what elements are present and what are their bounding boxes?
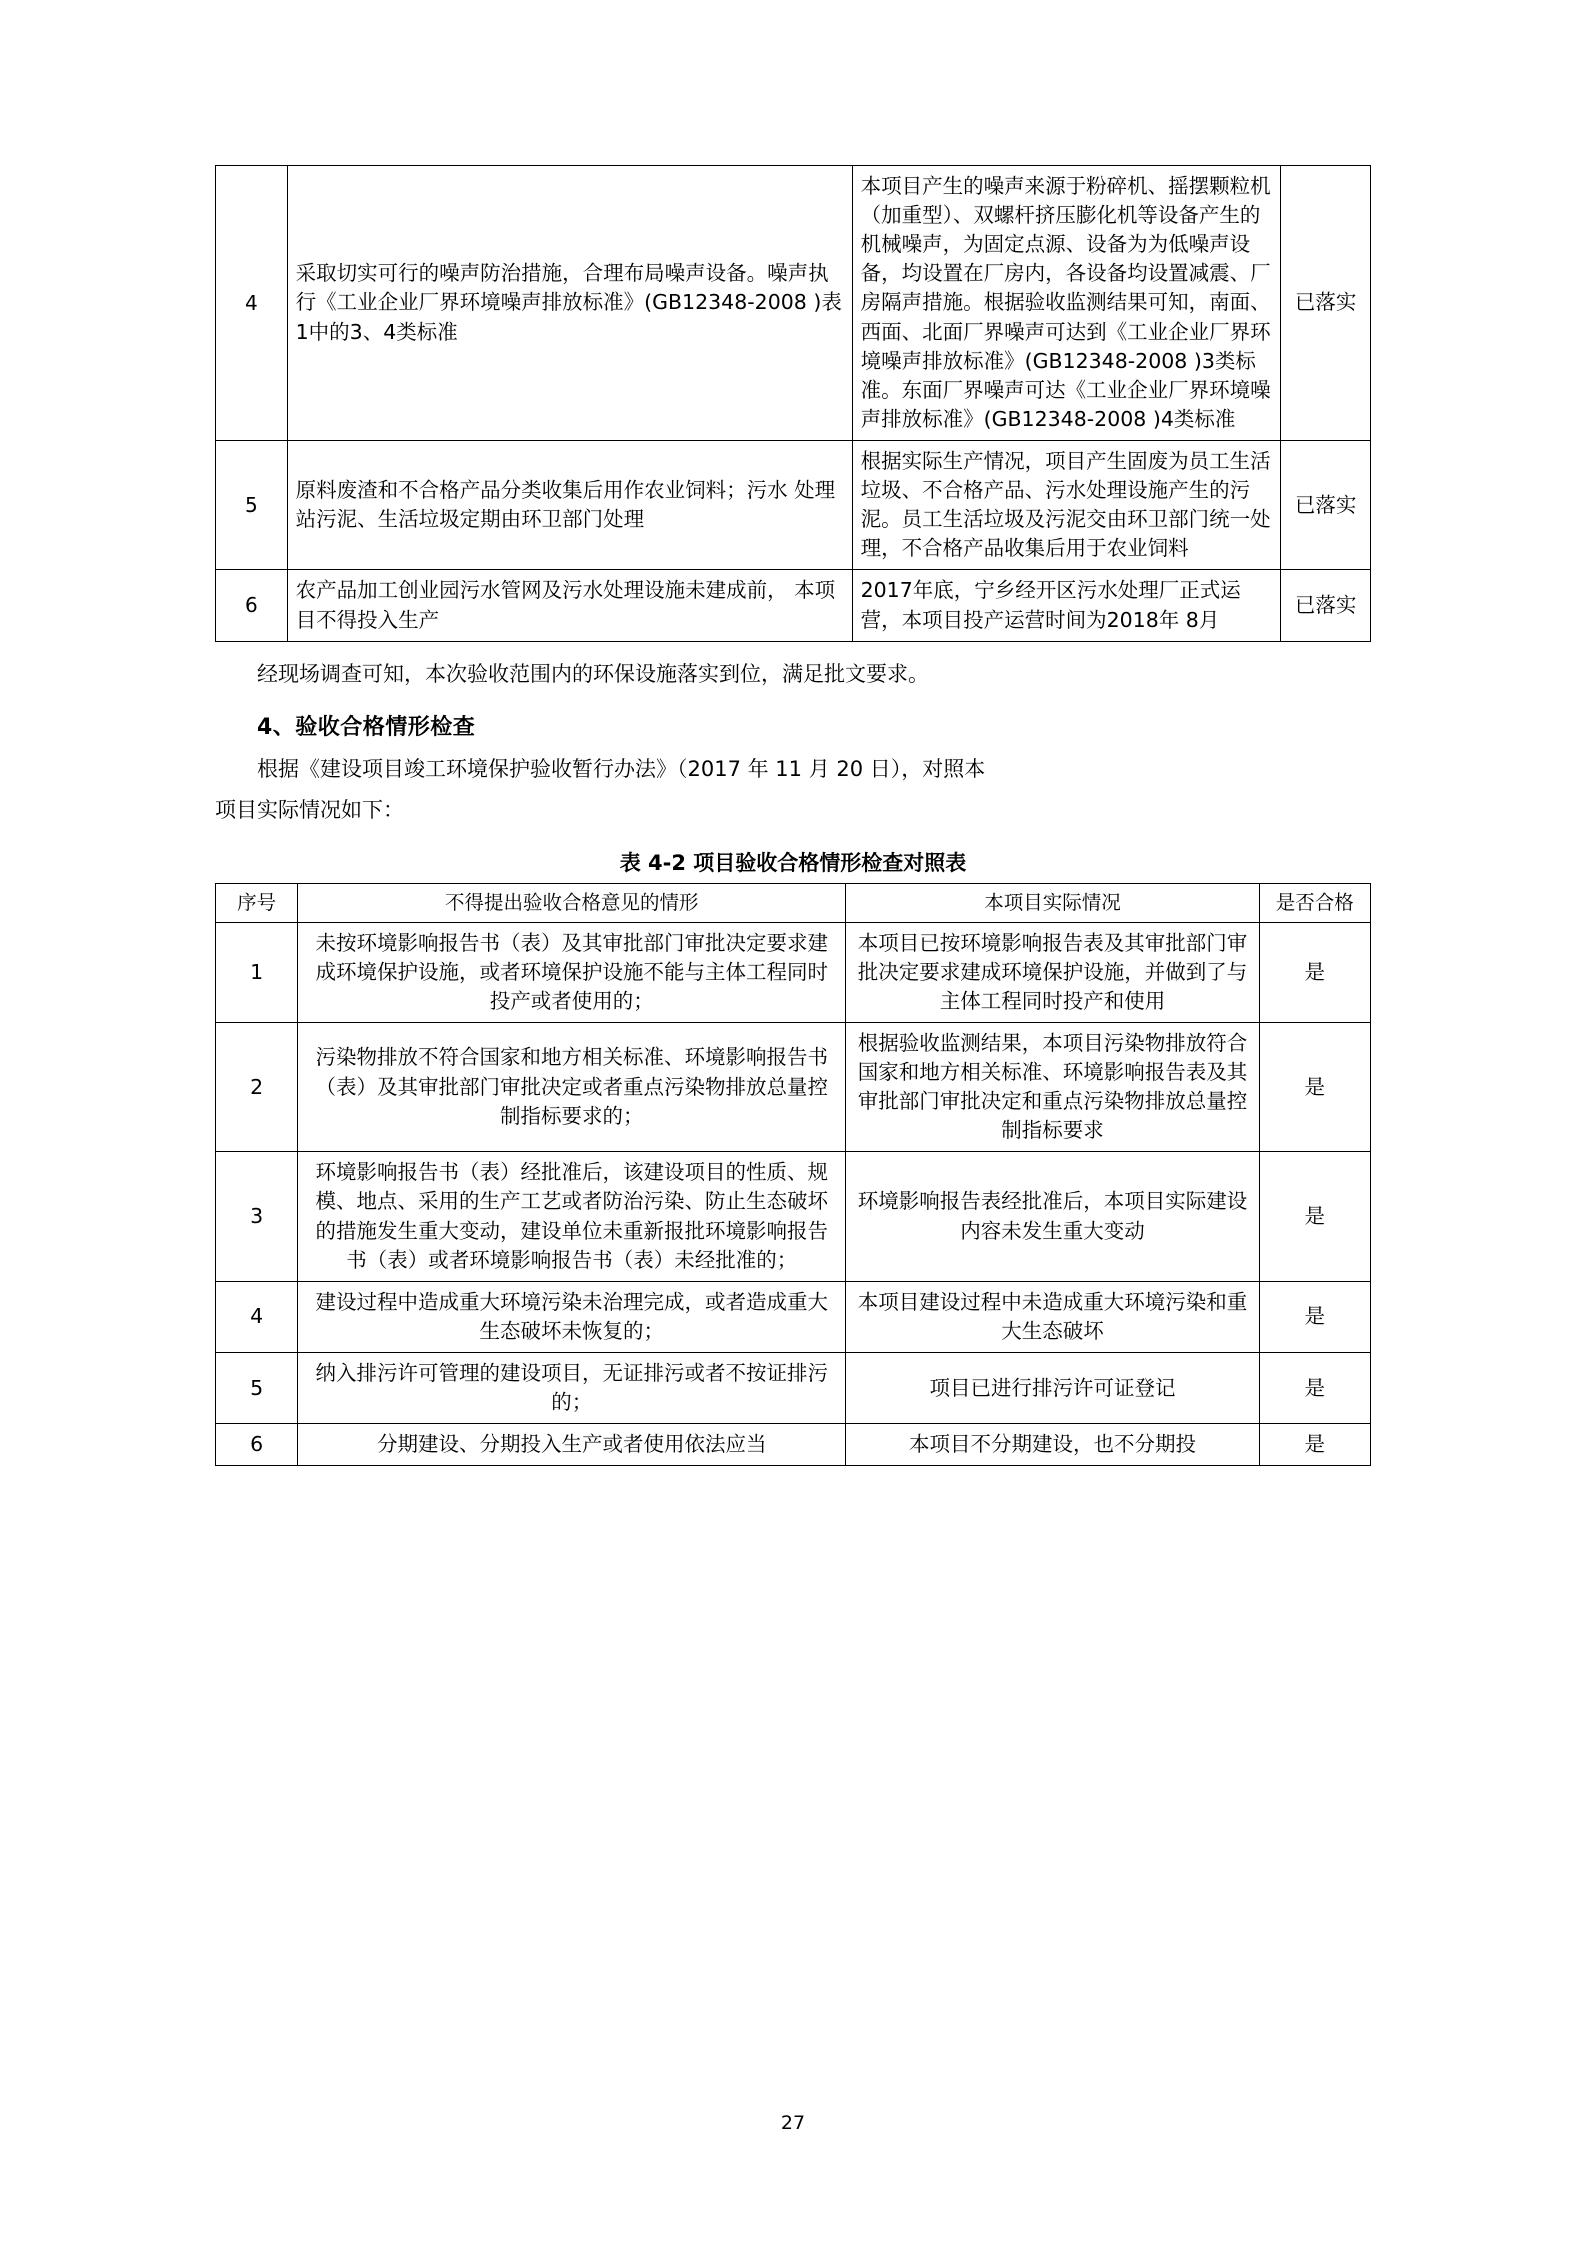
table-row: [216, 1353, 1371, 1424]
case-cell: 分期建设、分期投入生产或者使用依法应当: [298, 1424, 846, 1466]
actual-cell: 本项目建设过程中未造成重大环境污染和重大生态破坏: [846, 1281, 1259, 1352]
paragraph-conclusion: 经现场调查可知，本次验收范围内的环保设施落实到位，满足批文要求。: [257, 661, 929, 686]
page-number: 27: [780, 2112, 806, 2134]
qualified-cell: 是: [1259, 1152, 1370, 1281]
header-qualified: 是否合格: [1259, 884, 1370, 922]
requirement-cell: 原料废渣和不合格产品分类收集后用作农业饲料；污水 处理站污泥、生活垃圾定期由环卫部门处理: [287, 440, 852, 569]
status-cell: 已落实: [1281, 440, 1371, 569]
case-cell: 建设过程中造成重大环境污染未治理完成，或者造成重大生态破坏未恢复的；: [298, 1281, 846, 1352]
qualified-cell: 是: [1259, 1353, 1370, 1424]
table-row: [216, 1281, 1371, 1352]
table-acceptance-check: [215, 883, 1371, 1466]
row-number: 6: [216, 1424, 298, 1466]
qualified-cell: 是: [1259, 922, 1370, 1022]
row-number: 6: [216, 570, 288, 641]
requirement-cell: 采取切实可行的噪声防治措施，合理布局噪声设备。噪声执行《工业企业厂界环境噪声排放标准》(GB12348-2008 )表1中的3、4类标准: [287, 166, 852, 441]
table-42-caption: 表 4-2 项目验收合格情形检查对照表: [619, 851, 967, 876]
header-actual: 本项目实际情况: [846, 884, 1259, 922]
row-number: 5: [216, 440, 288, 569]
table-row: [216, 166, 1371, 441]
qualified-cell: 是: [1259, 1424, 1370, 1466]
table-environmental-measures-continued: [215, 165, 1371, 642]
section-heading-4: 4、验收合格情形检查: [257, 715, 476, 741]
actual-cell: 2017年底，宁乡经开区污水处理厂正式运营，本项目投产运营时间为2018年 8月: [852, 570, 1281, 641]
actual-cell: 根据验收监测结果，本项目污染物排放符合国家和地方相关标准、环境影响报告表及其审批部门审批决定和重点污染物排放总量控制指标要求: [846, 1022, 1259, 1151]
actual-cell: 项目已进行排污许可证登记: [846, 1353, 1259, 1424]
section-4-text-line2: 项目实际情况如下：: [215, 798, 404, 823]
case-cell: 环境影响报告书（表）经批准后，该建设项目的性质、规模、地点、采用的生产工艺或者防治污染、防止生态破坏的措施发生重大变动，建设单位未重新报批环境影响报告书（表）或者环境影响报告书（表）未经批准的；: [298, 1152, 846, 1281]
table-header-row: [216, 884, 1371, 922]
table-row: [216, 570, 1371, 641]
table-row: [216, 1424, 1371, 1466]
requirement-cell: 农产品加工创业园污水管网及污水处理设施未建成前， 本项目不得投入生产: [287, 570, 852, 641]
actual-cell: 本项目产生的噪声来源于粉碎机、摇摆颗粒机（加重型）、双螺杆挤压膨化机等设备产生的机械噪声，为固定点源、设备为为低噪声设备，均设置在厂房内，各设备均设置减震、厂房隔声措施。根据验收监测结果可知，南面、西面、北面厂界噪声可达到《工业企业厂界环境噪声排放标准》(GB12348-2008 )3类标准。东面厂界噪声可达《工业企业厂界环境噪声排放标准》(GB12348-2008 )4类标准: [852, 166, 1281, 441]
row-number: 5: [216, 1353, 298, 1424]
qualified-cell: 是: [1259, 1281, 1370, 1352]
row-number: 4: [216, 1281, 298, 1352]
header-number: 序号: [216, 884, 298, 922]
header-case: 不得提出验收合格意见的情形: [298, 884, 846, 922]
table-row: [216, 1022, 1371, 1151]
actual-cell: 根据实际生产情况，项目产生固废为员工生活垃圾、不合格产品、污水处理设施产生的污泥。员工生活垃圾及污泥交由环卫部门统一处理，不合格产品收集后用于农业饲料: [852, 440, 1281, 569]
case-cell: 未按环境影响报告书（表）及其审批部门审批决定要求建成环境保护设施，或者环境保护设施不能与主体工程同时投产或者使用的；: [298, 922, 846, 1022]
actual-cell: 本项目已按环境影响报告表及其审批部门审批决定要求建成环境保护设施，并做到了与主体工程同时投产和使用: [846, 922, 1259, 1022]
table-row: [216, 922, 1371, 1022]
row-number: 1: [216, 922, 298, 1022]
table-row: [216, 1152, 1371, 1281]
case-cell: 污染物排放不符合国家和地方相关标准、环境影响报告书（表）及其审批部门审批决定或者重点污染物排放总量控制指标要求的；: [298, 1022, 846, 1151]
table-row: [216, 440, 1371, 569]
case-cell: 纳入排污许可管理的建设项目，无证排污或者不按证排污的；: [298, 1353, 846, 1424]
row-number: 3: [216, 1152, 298, 1281]
status-cell: 已落实: [1281, 570, 1371, 641]
page-content: [215, 165, 1371, 1466]
row-number: 2: [216, 1022, 298, 1151]
row-number: 4: [216, 166, 288, 441]
status-cell: 已落实: [1281, 166, 1371, 441]
qualified-cell: 是: [1259, 1022, 1370, 1151]
section-4-text-line1: 根据《建设项目竣工环境保护验收暂行办法》（2017 年 11 月 20 日），对照本: [257, 757, 986, 782]
actual-cell: 环境影响报告表经批准后，本项目实际建设内容未发生重大变动: [846, 1152, 1259, 1281]
actual-cell: 本项目不分期建设，也不分期投: [846, 1424, 1259, 1466]
